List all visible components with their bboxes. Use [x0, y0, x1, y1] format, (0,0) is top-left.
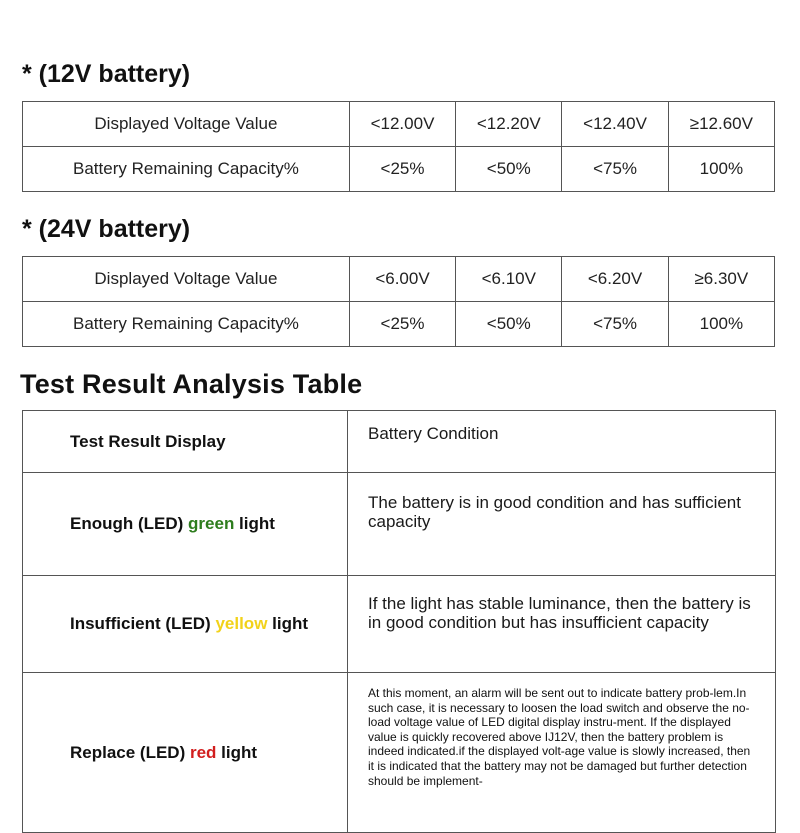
cell-capacity: 100%: [668, 147, 774, 192]
led-color-word-yellow: yellow: [215, 614, 268, 633]
cell-voltage: <6.20V: [562, 257, 668, 302]
table-row: [23, 102, 775, 147]
heading-test-result-analysis: Test Result Analysis Table: [20, 369, 363, 399]
row-label-capacity: Battery Remaining Capacity%: [23, 147, 350, 192]
header-test-result-display: Test Result Display: [23, 411, 348, 473]
led-color-word-green: green: [188, 514, 235, 533]
cell-voltage: <12.20V: [456, 102, 562, 147]
row-label-voltage: Displayed Voltage Value: [23, 102, 350, 147]
battery-condition-text: The battery is in good condition and has sufficient capacity: [348, 473, 776, 576]
result-label-suffix: light: [234, 514, 275, 533]
table-row: [23, 302, 775, 347]
cell-capacity: 100%: [668, 302, 774, 347]
header-battery-condition: Battery Condition: [348, 411, 776, 473]
result-label-suffix: light: [267, 614, 309, 633]
led-color-word-red: red: [189, 742, 217, 762]
table-header-row: [23, 411, 776, 473]
cell-capacity: <75%: [562, 302, 668, 347]
cell-capacity: <50%: [456, 302, 562, 347]
result-label: Insufficient (LED): [70, 614, 216, 633]
result-label: Enough (LED): [70, 514, 189, 533]
cell-voltage: <6.10V: [456, 257, 562, 302]
heading-12v-battery: * (12V battery): [22, 60, 191, 88]
heading-24v-battery: * (24V battery): [22, 215, 191, 243]
table-row: [23, 473, 776, 576]
cell-capacity: <25%: [349, 147, 455, 192]
result-label: Replace (LED): [70, 742, 190, 762]
table-row: [23, 576, 776, 673]
cell-capacity: <50%: [456, 147, 562, 192]
battery-condition-text: If the light has stable luminance, then the battery is in good condition but has insufficient capacity: [348, 576, 776, 673]
cell-voltage: ≥12.60V: [668, 102, 774, 147]
result-display-insufficient: [23, 576, 348, 673]
table-24v-battery: [22, 256, 775, 347]
table-row: [23, 147, 775, 192]
result-display-replace: [23, 673, 348, 833]
row-label-voltage: Displayed Voltage Value: [23, 257, 350, 302]
table-12v-battery: [22, 101, 775, 192]
cell-voltage: <12.40V: [562, 102, 668, 147]
battery-condition-text: At this moment, an alarm will be sent out to indicate battery prob-lem.In such case, it is necessary to loosen the load switch and observe the no-load voltage value of LED digital display instru-ment. If the displayed value is quickly recovered above IJ12V, then the battery problem is indeed indicated.if the displayed volt-age value is slowly increased, then it is indicated that the battery may not be damaged but further detection should be implement-: [348, 673, 776, 833]
cell-voltage: ≥6.30V: [668, 257, 774, 302]
cell-voltage: <6.00V: [349, 257, 455, 302]
result-display-enough: [23, 473, 348, 576]
cell-voltage: <12.00V: [349, 102, 455, 147]
row-label-capacity: Battery Remaining Capacity%: [23, 302, 350, 347]
table-row: [23, 673, 776, 833]
test-result-analysis-table: [22, 410, 776, 833]
table-row: [23, 257, 775, 302]
cell-capacity: <25%: [349, 302, 455, 347]
cell-capacity: <75%: [562, 147, 668, 192]
result-label-suffix: light: [216, 742, 258, 762]
